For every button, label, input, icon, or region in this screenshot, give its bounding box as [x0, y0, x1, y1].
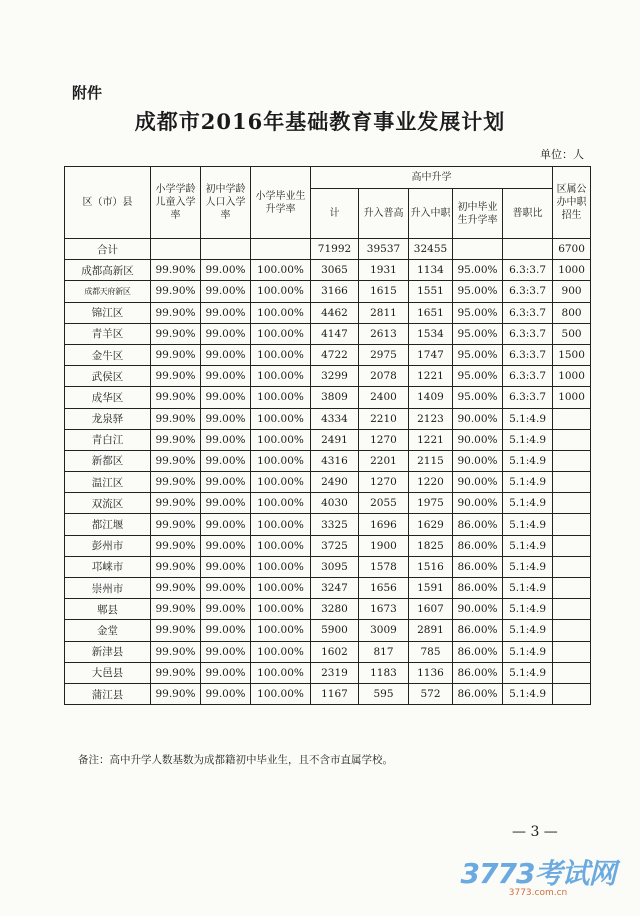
value-cell: 100.00% [251, 408, 311, 429]
value-cell: 99.90% [151, 450, 201, 471]
district-cell: 双流区 [65, 493, 151, 514]
value-cell: 99.90% [151, 493, 201, 514]
table-row [65, 323, 591, 344]
header-district: 区（市）县 [65, 167, 151, 239]
district-cell: 新都区 [65, 450, 151, 471]
value-cell: 100.00% [251, 260, 311, 281]
table-row [65, 599, 591, 620]
value-cell: 1591 [409, 578, 453, 599]
value-cell: 86.00% [453, 556, 503, 577]
value-cell: 100.00% [251, 514, 311, 535]
district-cell: 成华区 [65, 387, 151, 408]
value-cell [553, 514, 591, 535]
value-cell: 90.00% [453, 450, 503, 471]
value-cell: 817 [359, 641, 409, 662]
value-cell: 99.90% [151, 514, 201, 535]
value-cell: 2891 [409, 620, 453, 641]
table-row [65, 514, 591, 535]
district-cell: 蒲江县 [65, 683, 151, 704]
value-cell: 100.00% [251, 450, 311, 471]
value-cell: 99.90% [151, 323, 201, 344]
value-cell: 100.00% [251, 472, 311, 493]
value-cell: 86.00% [453, 578, 503, 599]
district-cell: 温江区 [65, 472, 151, 493]
value-cell: 1220 [409, 472, 453, 493]
watermark-main: 3773考试网 [460, 857, 616, 890]
value-cell: 5.1:4.9 [503, 493, 553, 514]
value-cell: 5.1:4.9 [503, 662, 553, 683]
value-cell: 3009 [359, 620, 409, 641]
value-cell: 99.00% [201, 387, 251, 408]
table-row [65, 556, 591, 577]
table-row [65, 260, 591, 281]
value-cell: 99.90% [151, 620, 201, 641]
value-cell: 595 [359, 683, 409, 704]
value-cell: 3095 [311, 556, 359, 577]
value-cell: 99.00% [201, 429, 251, 450]
value-cell: 6.3:3.7 [503, 302, 553, 323]
value-cell: 1551 [409, 281, 453, 302]
district-cell: 成都天府新区 [65, 281, 151, 302]
value-cell: 1578 [359, 556, 409, 577]
value-cell: 1651 [409, 302, 453, 323]
value-cell: 3725 [311, 535, 359, 556]
value-cell: 5.1:4.9 [503, 472, 553, 493]
value-cell: 99.00% [201, 366, 251, 387]
value-cell: 6.3:3.7 [503, 260, 553, 281]
value-cell: 2115 [409, 450, 453, 471]
value-cell: 99.90% [151, 366, 201, 387]
value-cell: 2491 [311, 429, 359, 450]
district-cell: 龙泉驿 [65, 408, 151, 429]
value-cell: 6.3:3.7 [503, 323, 553, 344]
header-primary-promo: 小学毕业生升学率 [251, 167, 311, 239]
value-cell: 99.90% [151, 344, 201, 365]
value-cell: 99.00% [201, 578, 251, 599]
value-cell: 99.00% [201, 493, 251, 514]
value-cell: 4316 [311, 450, 359, 471]
value-cell: 99.90% [151, 472, 201, 493]
value-cell [553, 450, 591, 471]
value-cell: 4462 [311, 302, 359, 323]
value-cell: 100.00% [251, 599, 311, 620]
value-cell [553, 493, 591, 514]
value-cell: 99.00% [201, 535, 251, 556]
watermark-sub: 3773.com.cn [508, 888, 568, 898]
table-row [65, 344, 591, 365]
value-cell: 5.1:4.9 [503, 535, 553, 556]
header-district-voc: 区属公办中职招生 [553, 167, 591, 239]
value-cell: 1270 [359, 429, 409, 450]
value-cell: 90.00% [453, 493, 503, 514]
value-cell: 99.00% [201, 556, 251, 577]
value-cell: 1975 [409, 493, 453, 514]
district-cell: 金牛区 [65, 344, 151, 365]
value-cell: 95.00% [453, 323, 503, 344]
value-cell: 99.90% [151, 662, 201, 683]
table-row [65, 450, 591, 471]
page-number: — 3 — [512, 824, 558, 840]
value-cell [553, 408, 591, 429]
value-cell: 1409 [409, 387, 453, 408]
value-cell: 2319 [311, 662, 359, 683]
value-cell: 99.00% [201, 514, 251, 535]
value-cell [251, 239, 311, 260]
value-cell: 5.1:4.9 [503, 599, 553, 620]
value-cell: 3299 [311, 366, 359, 387]
value-cell: 32455 [409, 239, 453, 260]
value-cell: 1183 [359, 662, 409, 683]
value-cell: 39537 [359, 239, 409, 260]
value-cell: 3247 [311, 578, 359, 599]
value-cell: 100.00% [251, 281, 311, 302]
value-cell: 1607 [409, 599, 453, 620]
value-cell [553, 641, 591, 662]
value-cell: 2210 [359, 408, 409, 429]
value-cell: 95.00% [453, 302, 503, 323]
value-cell [553, 535, 591, 556]
value-cell: 5.1:4.9 [503, 641, 553, 662]
value-cell: 1900 [359, 535, 409, 556]
district-cell: 锦江区 [65, 302, 151, 323]
table-row [65, 387, 591, 408]
plan-table [64, 166, 591, 705]
value-cell: 99.90% [151, 260, 201, 281]
value-cell [553, 472, 591, 493]
district-cell: 青白江 [65, 429, 151, 450]
district-cell: 成都高新区 [65, 260, 151, 281]
value-cell [503, 239, 553, 260]
value-cell: 95.00% [453, 387, 503, 408]
value-cell: 1534 [409, 323, 453, 344]
value-cell: 572 [409, 683, 453, 704]
value-cell: 2201 [359, 450, 409, 471]
value-cell [553, 620, 591, 641]
value-cell: 100.00% [251, 556, 311, 577]
value-cell: 500 [553, 323, 591, 344]
header-junior-promo: 初中毕业生升学率 [453, 189, 503, 239]
value-cell: 5.1:4.9 [503, 578, 553, 599]
value-cell: 100.00% [251, 387, 311, 408]
district-cell: 邛崃市 [65, 556, 151, 577]
value-cell [553, 599, 591, 620]
table-row [65, 408, 591, 429]
value-cell: 1270 [359, 472, 409, 493]
value-cell: 99.90% [151, 556, 201, 577]
value-cell: 1136 [409, 662, 453, 683]
header-junior-enroll: 初中学龄人口入学率 [201, 167, 251, 239]
value-cell: 1134 [409, 260, 453, 281]
value-cell: 1673 [359, 599, 409, 620]
value-cell: 1000 [553, 387, 591, 408]
value-cell: 4030 [311, 493, 359, 514]
value-cell: 95.00% [453, 344, 503, 365]
value-cell: 4722 [311, 344, 359, 365]
value-cell: 99.00% [201, 281, 251, 302]
watermark-logo [448, 852, 628, 898]
value-cell: 100.00% [251, 429, 311, 450]
value-cell: 2490 [311, 472, 359, 493]
district-cell: 都江堰 [65, 514, 151, 535]
table-row [65, 366, 591, 387]
value-cell: 1000 [553, 366, 591, 387]
value-cell [553, 662, 591, 683]
value-cell: 2975 [359, 344, 409, 365]
value-cell: 6.3:3.7 [503, 387, 553, 408]
value-cell: 99.90% [151, 302, 201, 323]
value-cell: 2123 [409, 408, 453, 429]
value-cell: 86.00% [453, 620, 503, 641]
value-cell: 90.00% [453, 599, 503, 620]
value-cell: 86.00% [453, 535, 503, 556]
district-cell: 彭州市 [65, 535, 151, 556]
value-cell: 1221 [409, 429, 453, 450]
value-cell: 1221 [409, 366, 453, 387]
value-cell: 99.90% [151, 599, 201, 620]
value-cell: 86.00% [453, 662, 503, 683]
value-cell: 6.3:3.7 [503, 281, 553, 302]
value-cell: 3325 [311, 514, 359, 535]
value-cell: 100.00% [251, 683, 311, 704]
table-row [65, 429, 591, 450]
header-total: 计 [311, 189, 359, 239]
value-cell: 71992 [311, 239, 359, 260]
value-cell: 95.00% [453, 260, 503, 281]
value-cell: 95.00% [453, 281, 503, 302]
value-cell: 99.90% [151, 408, 201, 429]
value-cell [553, 429, 591, 450]
value-cell: 99.90% [151, 535, 201, 556]
value-cell: 3280 [311, 599, 359, 620]
table-row [65, 620, 591, 641]
value-cell: 99.00% [201, 662, 251, 683]
value-cell: 99.90% [151, 387, 201, 408]
district-cell: 崇州市 [65, 578, 151, 599]
value-cell: 1825 [409, 535, 453, 556]
value-cell: 99.90% [151, 429, 201, 450]
value-cell: 2811 [359, 302, 409, 323]
value-cell: 100.00% [251, 641, 311, 662]
district-cell: 金堂 [65, 620, 151, 641]
header-ratio: 普职比 [503, 189, 553, 239]
value-cell: 99.00% [201, 323, 251, 344]
table-row [65, 535, 591, 556]
value-cell: 86.00% [453, 641, 503, 662]
value-cell: 100.00% [251, 620, 311, 641]
table-row [65, 683, 591, 704]
value-cell: 6.3:3.7 [503, 366, 553, 387]
value-cell: 99.00% [201, 620, 251, 641]
value-cell: 99.00% [201, 450, 251, 471]
value-cell: 785 [409, 641, 453, 662]
value-cell: 3166 [311, 281, 359, 302]
value-cell: 100.00% [251, 302, 311, 323]
value-cell: 86.00% [453, 514, 503, 535]
value-cell: 100.00% [251, 323, 311, 344]
value-cell [201, 239, 251, 260]
value-cell: 1656 [359, 578, 409, 599]
value-cell: 100.00% [251, 366, 311, 387]
value-cell [553, 578, 591, 599]
value-cell: 5900 [311, 620, 359, 641]
header-senior-group: 高中升学 [311, 167, 553, 189]
value-cell [553, 556, 591, 577]
value-cell: 100.00% [251, 662, 311, 683]
value-cell: 90.00% [453, 429, 503, 450]
value-cell: 99.90% [151, 641, 201, 662]
footnote: 备注：高中升学人数基数为成都籍初中毕业生，且不含市直属学校。 [78, 754, 393, 766]
district-cell: 大邑县 [65, 662, 151, 683]
value-cell: 3065 [311, 260, 359, 281]
value-cell: 99.00% [201, 641, 251, 662]
attachment-label: 附件 [72, 84, 103, 102]
value-cell: 2613 [359, 323, 409, 344]
value-cell: 900 [553, 281, 591, 302]
table-row [65, 641, 591, 662]
value-cell: 1602 [311, 641, 359, 662]
value-cell: 90.00% [453, 408, 503, 429]
value-cell: 100.00% [251, 493, 311, 514]
district-cell: 武侯区 [65, 366, 151, 387]
header-primary-enroll: 小学学龄儿童入学率 [151, 167, 201, 239]
value-cell: 2078 [359, 366, 409, 387]
table-row [65, 493, 591, 514]
value-cell: 99.00% [201, 599, 251, 620]
district-cell: 合计 [65, 239, 151, 260]
value-cell: 90.00% [453, 472, 503, 493]
value-cell: 99.00% [201, 408, 251, 429]
value-cell [453, 239, 503, 260]
value-cell: 1696 [359, 514, 409, 535]
table-row [65, 578, 591, 599]
district-cell: 青羊区 [65, 323, 151, 344]
value-cell: 1500 [553, 344, 591, 365]
value-cell: 5.1:4.9 [503, 450, 553, 471]
value-cell: 5.1:4.9 [503, 683, 553, 704]
value-cell: 1167 [311, 683, 359, 704]
value-cell: 99.00% [201, 260, 251, 281]
value-cell: 4334 [311, 408, 359, 429]
value-cell: 95.00% [453, 366, 503, 387]
unit-label: 单位：人 [540, 148, 584, 161]
value-cell: 6700 [553, 239, 591, 260]
district-cell: 新津县 [65, 641, 151, 662]
value-cell: 1747 [409, 344, 453, 365]
table-row [65, 239, 591, 260]
value-cell: 99.00% [201, 472, 251, 493]
value-cell: 99.00% [201, 344, 251, 365]
value-cell: 1615 [359, 281, 409, 302]
value-cell: 100.00% [251, 578, 311, 599]
header-vocational: 升入中职 [409, 189, 453, 239]
value-cell: 99.00% [201, 683, 251, 704]
table-row [65, 662, 591, 683]
value-cell: 800 [553, 302, 591, 323]
value-cell: 100.00% [251, 535, 311, 556]
table-body [65, 239, 591, 705]
table-row [65, 472, 591, 493]
value-cell: 5.1:4.9 [503, 620, 553, 641]
value-cell: 5.1:4.9 [503, 556, 553, 577]
value-cell: 5.1:4.9 [503, 408, 553, 429]
document-title: 成都市2016年基础教育事业发展计划 [134, 109, 506, 134]
district-cell: 郫县 [65, 599, 151, 620]
value-cell: 86.00% [453, 683, 503, 704]
table-row [65, 302, 591, 323]
value-cell: 6.3:3.7 [503, 344, 553, 365]
value-cell: 1000 [553, 260, 591, 281]
value-cell: 5.1:4.9 [503, 429, 553, 450]
value-cell: 99.90% [151, 281, 201, 302]
value-cell: 1629 [409, 514, 453, 535]
value-cell: 99.00% [201, 302, 251, 323]
value-cell: 3809 [311, 387, 359, 408]
value-cell: 99.90% [151, 683, 201, 704]
value-cell: 5.1:4.9 [503, 514, 553, 535]
value-cell: 4147 [311, 323, 359, 344]
table-row [65, 281, 591, 302]
value-cell: 1931 [359, 260, 409, 281]
value-cell: 100.00% [251, 344, 311, 365]
value-cell: 2400 [359, 387, 409, 408]
value-cell: 99.90% [151, 578, 201, 599]
header-general-high: 升入普高 [359, 189, 409, 239]
value-cell [151, 239, 201, 260]
value-cell: 1516 [409, 556, 453, 577]
value-cell [553, 683, 591, 704]
value-cell: 2055 [359, 493, 409, 514]
